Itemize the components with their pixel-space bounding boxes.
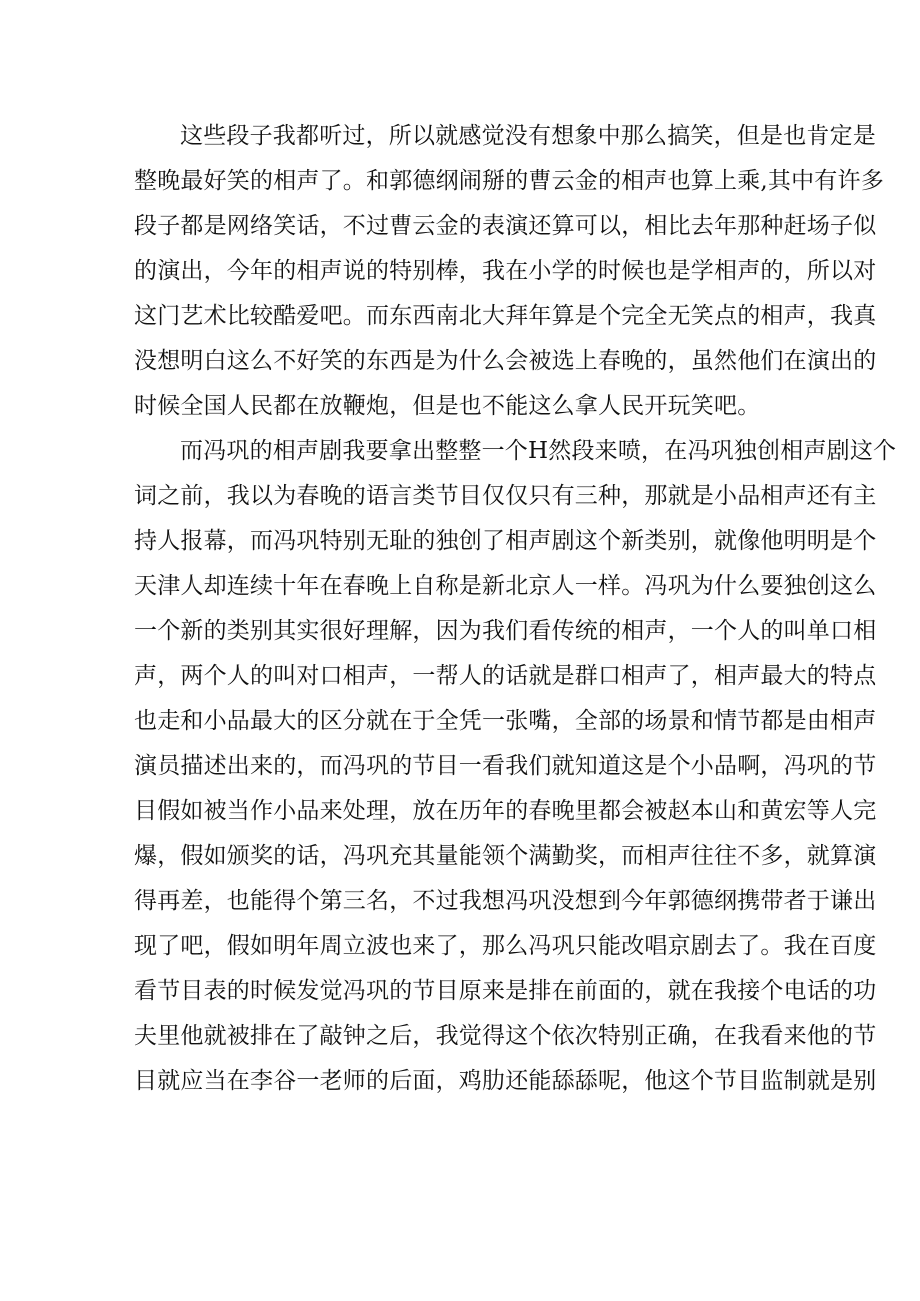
text-line: 演员描述出来的，而冯巩的节目一看我们就知道这是个小品啊，冯巩的节 [134, 753, 877, 779]
text-line: 而冯巩的相声剧我要拿出整整一个H然段来喷，在冯巩独创相声剧这个 [180, 438, 897, 464]
text-line: 一个新的类别其实很好理解，因为我们看传统的相声，一个人的叫单口相 [134, 618, 877, 644]
text-line: 现了吧，假如明年周立波也来了，那么冯巩只能改唱京剧去了。我在百度 [134, 933, 877, 959]
text-line: 也走和小品最大的区分就在于全凭一张嘴，全部的场景和情节都是由相声 [134, 708, 877, 734]
paragraph-2 [134, 429, 897, 1104]
text-line: 得再差，也能得个第三名，不过我想冯巩没想到今年郭德纲携带者于谦出 [134, 888, 877, 914]
text-line: 的演出，今年的相声说的特别棒，我在小学的时候也是学相声的，所以对 [134, 258, 877, 284]
text-line: 天津人却连续十年在春晚上自称是新北京人一样。冯巩为什么要独创这么 [134, 573, 877, 599]
text-line: 声，两个人的叫对口相声，一帮人的话就是群口相声了，相声最大的特点 [134, 663, 877, 689]
text-line: 夫里他就被排在了敲钟之后，我觉得这个依次特别正确，在我看来他的节 [134, 1023, 877, 1049]
text-line: 目就应当在李谷一老师的后面，鸡肋还能舔舔呢，他这个节目监制就是别 [134, 1068, 877, 1094]
text-line: 爆，假如颁奖的话，冯巩充其量能领个满勤奖，而相声往往不多，就算演 [134, 843, 877, 869]
text-line: 这门艺术比较酷爱吧。而东西南北大拜年算是个完全无笑点的相声，我真 [134, 303, 877, 329]
text-line: 持人报幕，而冯巩特别无耻的独创了相声剧这个新类别，就像他明明是个 [134, 528, 877, 554]
text-line: 整晚最好笑的相声了。和郭德纲闹掰的曹云金的相声也算上乘,其中有许多 [134, 168, 884, 194]
text-line: 段子都是网络笑话，不过曹云金的表演还算可以，相比去年那种赶场子似 [134, 213, 877, 239]
text-line: 看节目表的时候发觉冯巩的节目原来是排在前面的，就在我接个电话的功 [134, 978, 877, 1004]
text-line: 这些段子我都听过，所以就感觉没有想象中那么搞笑，但是也肯定是 [180, 123, 876, 149]
text-line: 词之前，我以为春晚的语言类节目仅仅只有三种，那就是小品相声还有主 [134, 483, 877, 509]
document-body [134, 114, 897, 1104]
paragraph-1 [134, 114, 884, 429]
text-line: 没想明白这么不好笑的东西是为什么会被选上春晚的，虽然他们在演出的 [134, 348, 877, 374]
text-line: 时候全国人民都在放鞭炮，但是也不能这么拿人民开玩笑吧。 [134, 393, 761, 419]
text-line: 目假如被当作小品来处理，放在历年的春晚里都会被赵本山和黄宏等人完 [134, 798, 877, 824]
